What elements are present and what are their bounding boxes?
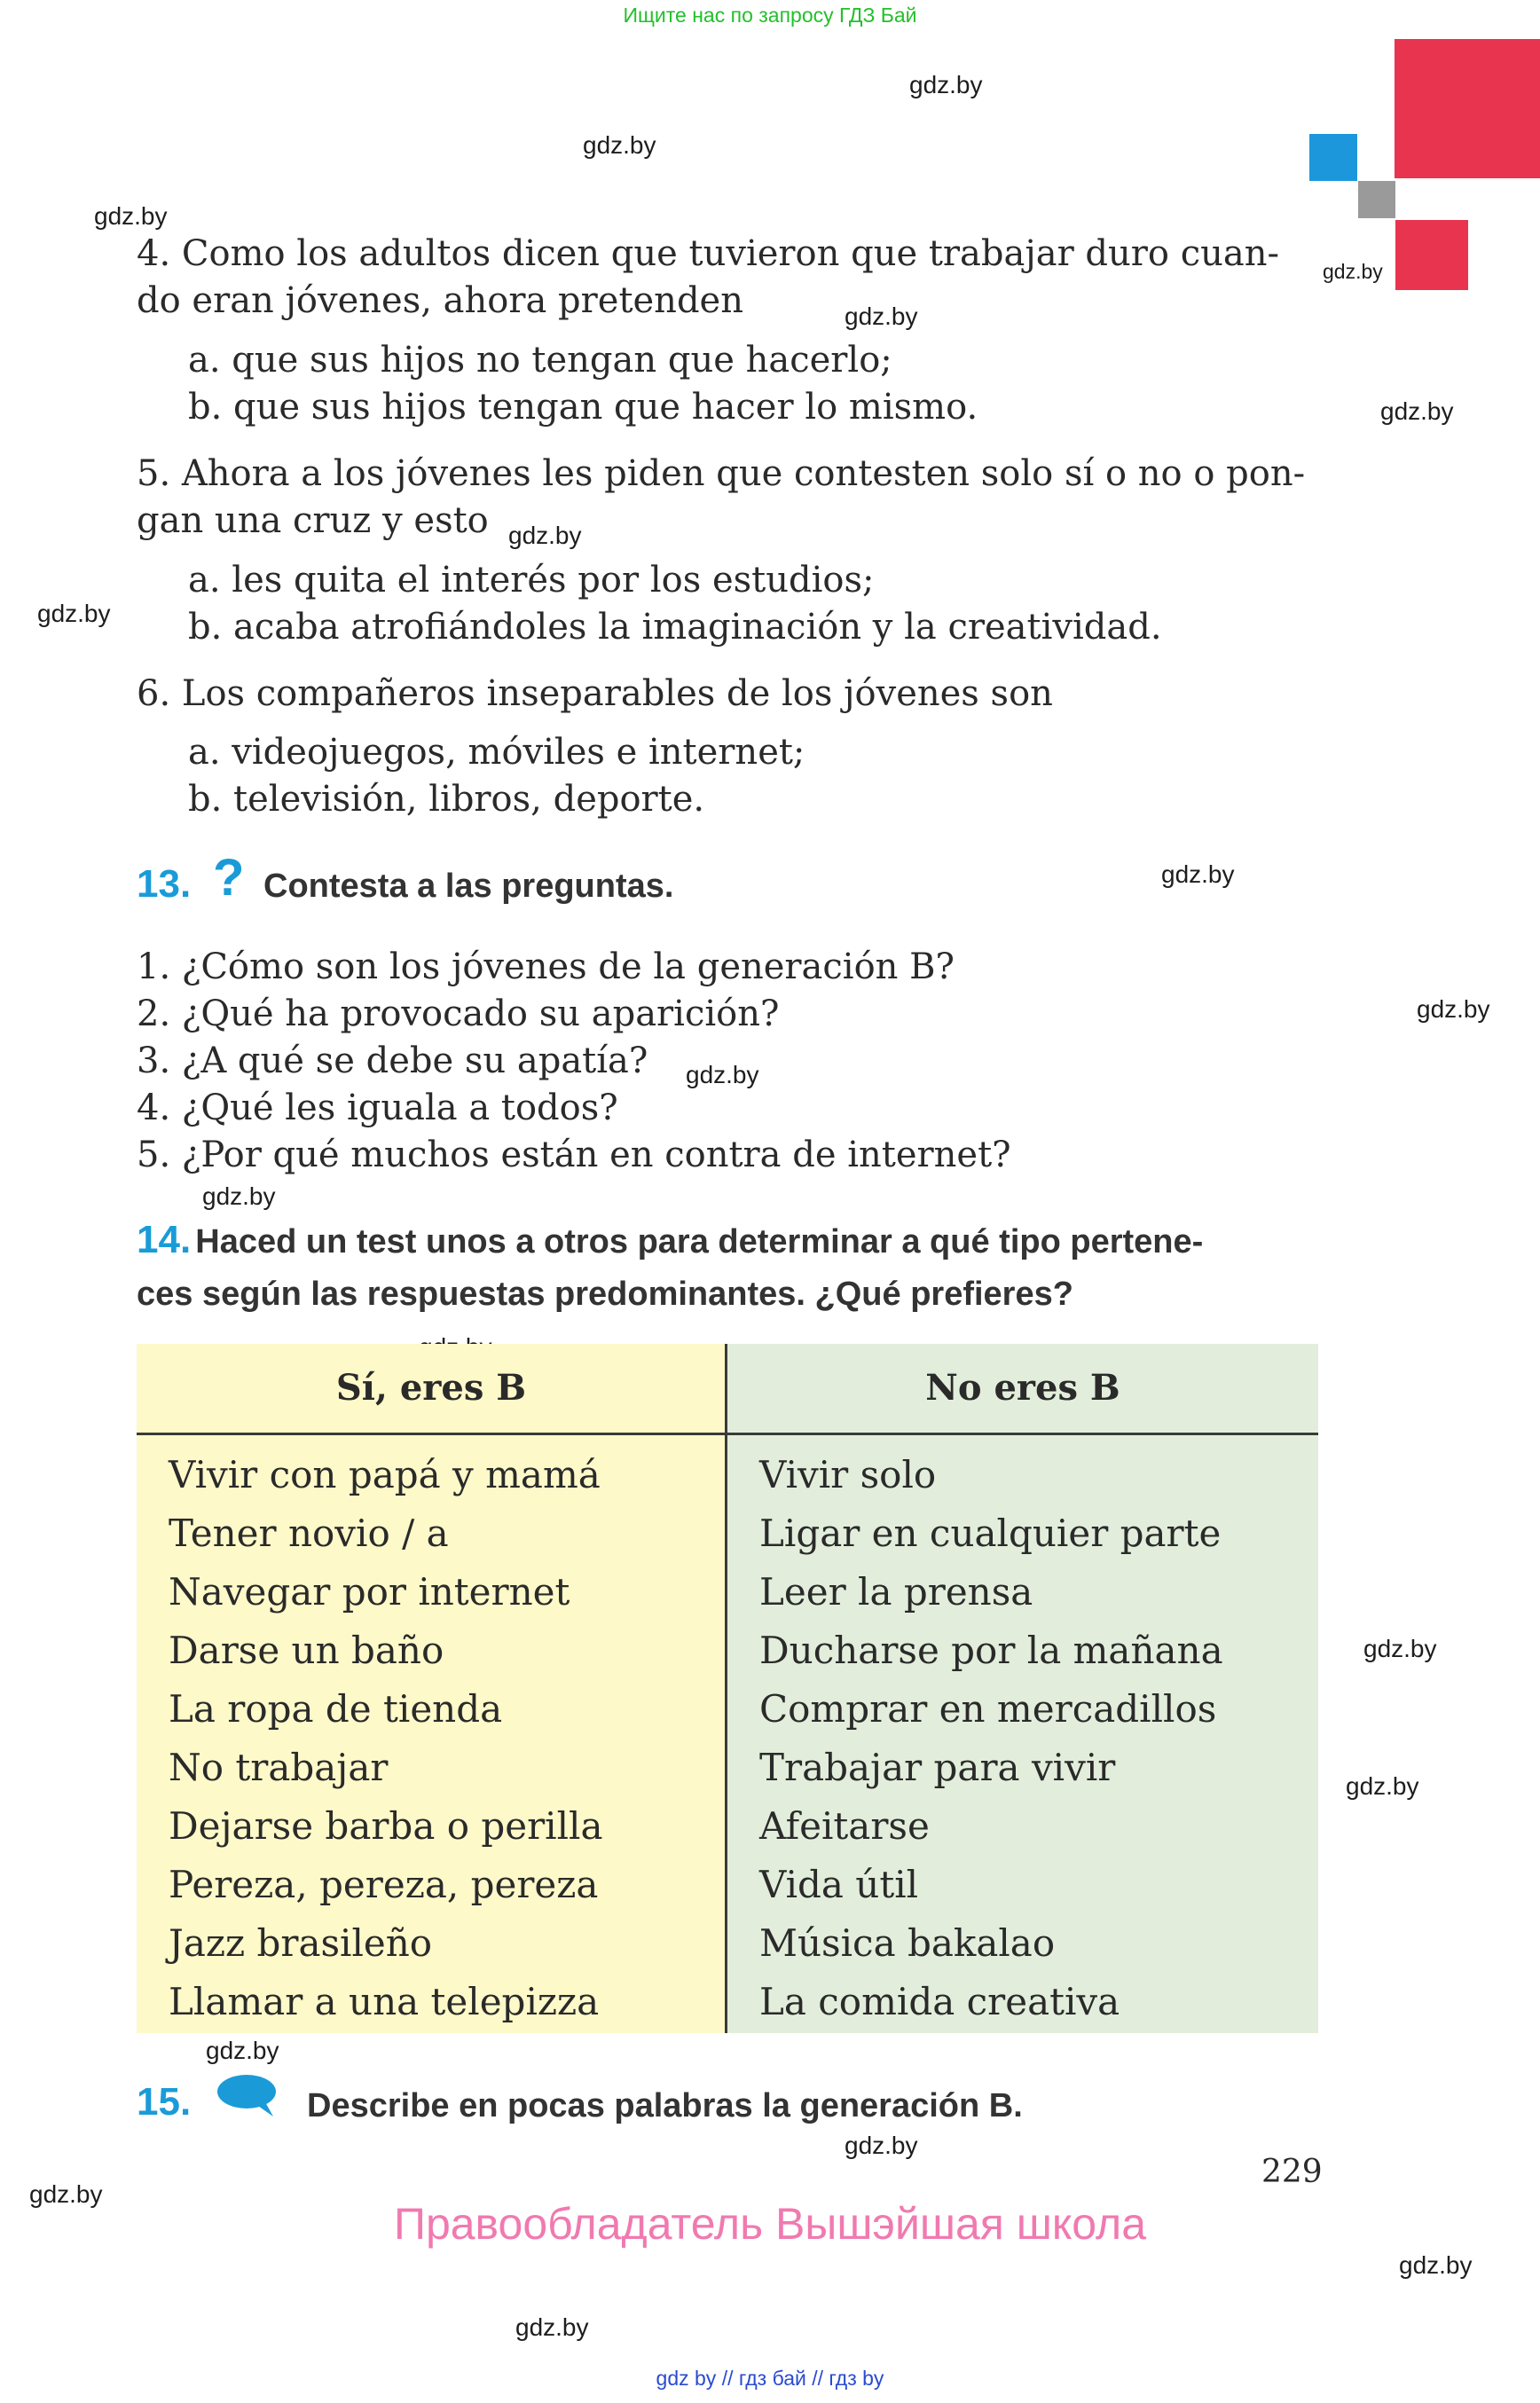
exercise-13-questions	[137, 944, 1011, 1179]
watermark: gdz.by	[508, 522, 582, 549]
table-cell: Vivir solo	[759, 1453, 937, 1496]
deco-gray-square	[1358, 181, 1395, 218]
top-banner: Ищите нас по запросу ГДЗ Бай	[623, 4, 917, 27]
list-item: 5. ¿Por qué muchos están en contra de internet?	[137, 1135, 1011, 1175]
table-cell: Vivir con papá y mamá	[169, 1453, 601, 1496]
watermark: gdz.by	[1323, 260, 1383, 283]
table-cell: Llamar a una telepizza	[169, 1980, 600, 2023]
watermark: gdz.by	[909, 71, 983, 98]
exercise-15-number: 15.	[137, 2080, 192, 2124]
option-b: b. televisión, libros, deporte.	[188, 779, 705, 820]
table-header-no: No eres B	[925, 1367, 1120, 1409]
page-number: 229	[1261, 2154, 1323, 2190]
table-cell: Darse un baño	[169, 1629, 444, 1672]
watermark: gdz.by	[845, 302, 918, 330]
option-b: b. acaba atrofiándoles la imaginación y la creatividad.	[188, 607, 1162, 648]
table-cell: La comida creativa	[759, 1980, 1120, 2023]
watermark: gdz.by	[1399, 2251, 1473, 2279]
question-5-options	[188, 557, 1162, 651]
question-text: do eran jóvenes, ahora pretenden	[137, 280, 743, 321]
table-cell: Trabajar para vivir	[759, 1746, 1116, 1789]
question-4	[137, 231, 1279, 325]
question-text: gan una cruz y esto	[137, 500, 489, 541]
watermark: gdz.by	[206, 2037, 279, 2064]
question-mark-icon: ?	[213, 849, 245, 907]
exercise-14-number: 14.	[137, 1218, 192, 1261]
table-cell: Pereza, pereza, pereza	[169, 1863, 599, 1906]
watermark: gdz.by	[583, 131, 656, 159]
table-cell: Tener novio / a	[169, 1512, 449, 1555]
table-cell: No trabajar	[169, 1746, 389, 1789]
table-cell: Ducharse por la mañana	[759, 1629, 1223, 1672]
watermark: gdz.by	[202, 1182, 276, 1210]
deco-red-square-small	[1395, 220, 1468, 290]
question-text: 5. Ahora a los jóvenes les piden que contesten solo sí o no o pon-	[137, 453, 1306, 494]
list-item: 1. ¿Cómo son los jóvenes de la generación B?	[137, 946, 955, 987]
watermark: gdz.by	[1161, 860, 1235, 888]
list-item: 2. ¿Qué ha provocado su aparición?	[137, 993, 780, 1034]
bottom-links: gdz by // гдз бай // гдз by	[656, 2367, 884, 2390]
exercise-13-title: Contesta a las preguntas.	[263, 868, 674, 905]
table-cell: Ligar en cualquier parte	[759, 1512, 1222, 1555]
copyright-notice: Правообладатель Вышэйшая школа	[394, 2199, 1146, 2249]
table-column-yes-items	[169, 1446, 603, 2031]
question-6-options	[188, 729, 805, 823]
question-5	[137, 451, 1305, 545]
exercise-14-heading	[137, 1217, 1203, 1317]
watermark: gdz.by	[1363, 1635, 1437, 1662]
table-cell: Dejarse barba o perilla	[169, 1804, 603, 1848]
question-6	[137, 671, 1053, 718]
exercise-14-title: Haced un test unos a otros para determinar a qué tipo pertene-	[195, 1223, 1204, 1260]
option-b: b. que sus hijos tengan que hacer lo mismo.	[188, 387, 978, 428]
watermark: gdz.by	[29, 2180, 103, 2208]
column-divider	[725, 1344, 727, 2033]
watermark: gdz.by	[1380, 397, 1454, 425]
table-cell: Leer la prensa	[759, 1570, 1033, 1614]
option-a: a. videojuegos, móviles e internet;	[188, 732, 805, 773]
watermark: gdz.by	[1417, 995, 1490, 1023]
list-item: 3. ¿A qué se debe su apatía?	[137, 1041, 648, 1081]
watermark: gdz.by	[515, 2313, 589, 2341]
watermark: gdz.by	[845, 2132, 918, 2159]
question-text: 6. Los compañeros inseparables de los jóvenes son	[137, 673, 1053, 714]
table-cell: Jazz brasileño	[169, 1921, 433, 1965]
table-cell: Música bakalao	[759, 1921, 1056, 1965]
speech-bubble-icon	[216, 2074, 280, 2122]
watermark: gdz.by	[686, 1061, 759, 1088]
header-divider	[137, 1433, 1318, 1435]
watermark: gdz.by	[1346, 1772, 1419, 1800]
table-header-yes: Sí, eres B	[335, 1367, 527, 1409]
list-item: 4. ¿Qué les iguala a todos?	[137, 1088, 618, 1128]
preference-table	[137, 1344, 1318, 2033]
question-4-options	[188, 337, 978, 431]
table-cell: La ropa de tienda	[169, 1687, 503, 1731]
deco-red-square-large	[1395, 39, 1540, 178]
table-cell: Afeitarse	[759, 1804, 930, 1848]
exercise-13-number: 13.	[137, 862, 192, 906]
watermark: gdz.by	[37, 600, 111, 627]
question-text: 4. Como los adultos dicen que tuvieron que trabajar duro cuan-	[137, 233, 1280, 274]
option-a: a. les quita el interés por los estudios;	[188, 560, 875, 601]
exercise-14-title-cont: ces según las respuestas predominantes. ¿Qué prefieres?	[137, 1276, 1073, 1313]
exercise-15-title: Describe en pocas palabras la generación B.	[307, 2087, 1023, 2124]
table-cell: Vida útil	[759, 1863, 919, 1906]
table-column-no-items	[759, 1446, 1223, 2031]
option-a: a. que sus hijos no tengan que hacerlo;	[188, 340, 892, 381]
deco-blue-square	[1309, 134, 1357, 181]
table-cell: Comprar en mercadillos	[759, 1687, 1217, 1731]
watermark: gdz.by	[94, 202, 168, 230]
table-cell: Navegar por internet	[169, 1570, 570, 1614]
